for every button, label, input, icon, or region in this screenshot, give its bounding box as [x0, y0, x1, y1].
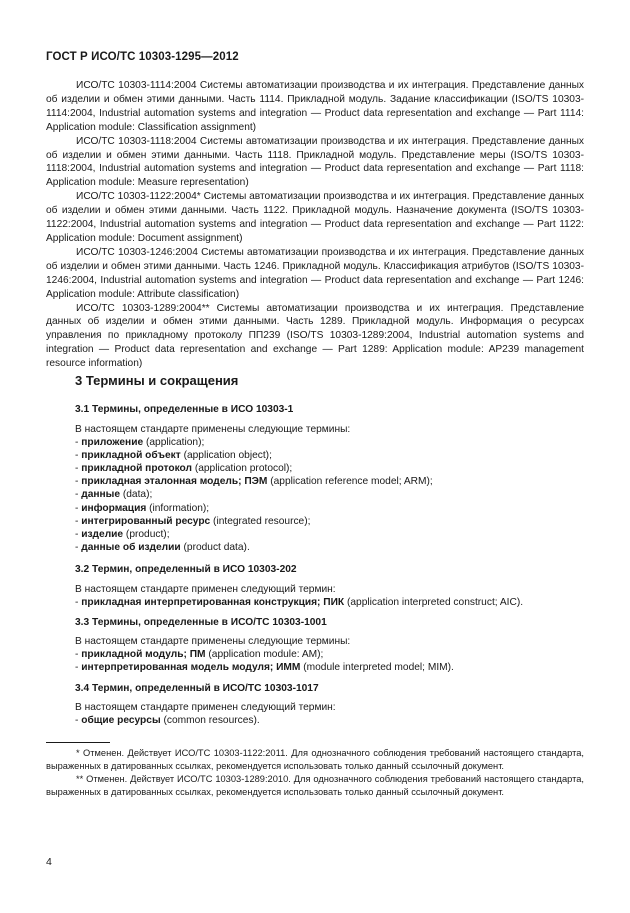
term-name: данные об изделии: [81, 541, 181, 553]
term-translation: (product);: [123, 528, 170, 540]
term-name: приложение: [81, 437, 144, 449]
term-translation: (common resources).: [160, 715, 260, 727]
term-name: интегрированный ресурс: [81, 515, 211, 527]
term-translation: (application protocol);: [192, 463, 293, 475]
section-3-heading: 3 Термины и сокращения: [75, 373, 239, 388]
term-item: - общие ресурсы (common resources).: [75, 715, 260, 727]
term-translation: (integrated resource);: [210, 515, 311, 527]
reference-item: ИСО/ТС 10303-1118:2004 Системы автоматизации производства и их интеграция. Представление данных об изделии и обмен этими данными. Часть 1118. Прикладной модуль. Представление меры (ISO/TS 10303-1118:2004, Industrial automation systems and integration — Product data representation and exchange — Part 1118: Application module: Measure representation): [46, 135, 584, 189]
footnote-item: * Отменен. Действует ИСО/ТС 10303-1122:2011. Для однозначного соблюдения требований настоящего стандарта, выраженных в датированных ссылках, рекомендуется использовать только данный ссылочный документ.: [46, 748, 584, 771]
term-translation: (module interpreted model; MIM).: [300, 662, 454, 674]
term-name: прикладная интерпретированная конструкция; ПИК: [81, 597, 345, 609]
normative-references: [46, 79, 584, 371]
subsection-3-2-heading: 3.2 Термин, определенный в ИСО 10303-202: [75, 564, 297, 575]
term-name: интерпретированная модель модуля; ИММ: [81, 662, 301, 674]
term-item: - изделие (product);: [75, 528, 170, 540]
term-translation: (information);: [146, 502, 210, 514]
term-translation: (application object);: [180, 450, 272, 462]
intro-text: В настоящем стандарте применены следующие термины:: [75, 636, 351, 647]
term-item: - прикладная интерпретированная конструкция; ПИК (application interpreted construct; AIC).: [75, 597, 524, 609]
term-item: - прикладной объект (application object);: [75, 450, 272, 462]
subsection-3-4-heading: 3.4 Термин, определенный в ИСО/ТС 10303-1017: [75, 683, 319, 694]
footnote-divider: [46, 742, 110, 743]
footnotes: [46, 747, 584, 799]
term-name: прикладной объект: [81, 450, 181, 462]
subsection-3-3-heading: 3.3 Термины, определенные в ИСО/ТС 10303-1001: [75, 617, 327, 628]
subsection-3-1-heading: 3.1 Термины, определенные в ИСО 10303-1: [75, 404, 294, 415]
term-name: данные: [81, 489, 121, 501]
term-name: общие ресурсы: [81, 715, 161, 727]
term-item: - информация (information);: [75, 502, 210, 514]
term-translation: (product data).: [180, 541, 250, 553]
intro-text: В настоящем стандарте применен следующий термин:: [75, 584, 336, 595]
term-item: - данные (data);: [75, 489, 153, 501]
term-translation: (application interpreted construct; AIC).: [344, 597, 524, 609]
term-name: прикладной протокол: [81, 463, 192, 475]
reference-item: ИСО/ТС 10303-1122:2004* Системы автоматизации производства и их интеграция. Представление данных об изделии и обмен этими данными. Часть 1122. Прикладной модуль. Назначение документа (ISO/TS 10303-1122:2004, Industrial automation systems and integration — Product data representation and exchange — Part 1122: Application module: Document assignment): [46, 191, 584, 244]
term-translation: (data);: [120, 489, 153, 501]
subsection-3-3-body: [75, 635, 585, 674]
subsection-3-4-body: [75, 701, 585, 727]
term-name: прикладная эталонная модель; ПЭМ: [81, 476, 268, 488]
reference-item: ИСО/ТС 10303-1246:2004 Системы автоматизации производства и их интеграция. Представление данных об изделии и обмен этими данными. Часть 1246. Прикладной модуль. Классификация атрибутов (ISO/TS 10303-1246:2004, Industrial automation systems and integration — Product data representation and exchange — Part 1246: Application module: Attribute classification): [46, 246, 584, 300]
term-translation: (application);: [143, 437, 205, 449]
subsection-3-2-body: [75, 583, 585, 609]
term-name: изделие: [81, 528, 124, 540]
page-header: ГОСТ Р ИСО/ТС 10303-1295—2012: [46, 51, 239, 63]
subsection-3-1-body: [75, 423, 585, 554]
term-item: - приложение (application);: [75, 437, 205, 449]
intro-text: В настоящем стандарте применен следующий термин:: [75, 702, 336, 713]
term-name: информация: [81, 502, 147, 514]
term-item: - интегрированный ресурс (integrated resource);: [75, 515, 311, 527]
term-name: прикладной модуль; ПМ: [81, 649, 206, 661]
term-translation: (application module: AM);: [205, 649, 324, 661]
term-item: - прикладной модуль; ПМ (application module: AM);: [75, 649, 324, 661]
intro-text: В настоящем стандарте применены следующие термины:: [75, 424, 351, 435]
page-number: 4: [46, 856, 52, 868]
term-item: - прикладной протокол (application protocol);: [75, 463, 293, 475]
term-item: - прикладная эталонная модель; ПЭМ (application reference model; ARM);: [75, 476, 433, 488]
term-item: - интерпретированная модель модуля; ИММ (module interpreted model; MIM).: [75, 662, 454, 674]
footnote-item: ** Отменен. Действует ИСО/ТС 10303-1289:2010. Для однозначного соблюдения требований настоящего стандарта, выраженных в датированных ссылках, рекомендуется использовать только данный ссылочный документ.: [46, 774, 584, 797]
reference-item: ИСО/ТС 10303-1289:2004** Системы автоматизации производства и их интеграция. Представление данных об изделии и обмен этими данными. Часть 1289. Прикладной модуль. Информация о ресурсах управления по прикладному протоколу ПП239 (ISO/TS 10303-1289:2004, Industrial automation systems and integration — Product data representation and exchange — Part 1289: Application module: AP239 management resource information): [46, 302, 584, 370]
term-translation: (application reference model; ARM);: [267, 476, 433, 488]
term-item: - данные об изделии (product data).: [75, 541, 250, 553]
reference-item: ИСО/ТС 10303-1114:2004 Системы автоматизации производства и их интеграция. Представление данных об изделии и обмен этими данными. Часть 1114. Прикладной модуль. Задание классификации (ISO/TS 10303-1114:2004, Industrial automation systems and integration — Product data representation and exchange — Part 1114: Application module: Classification assignment): [46, 80, 584, 133]
